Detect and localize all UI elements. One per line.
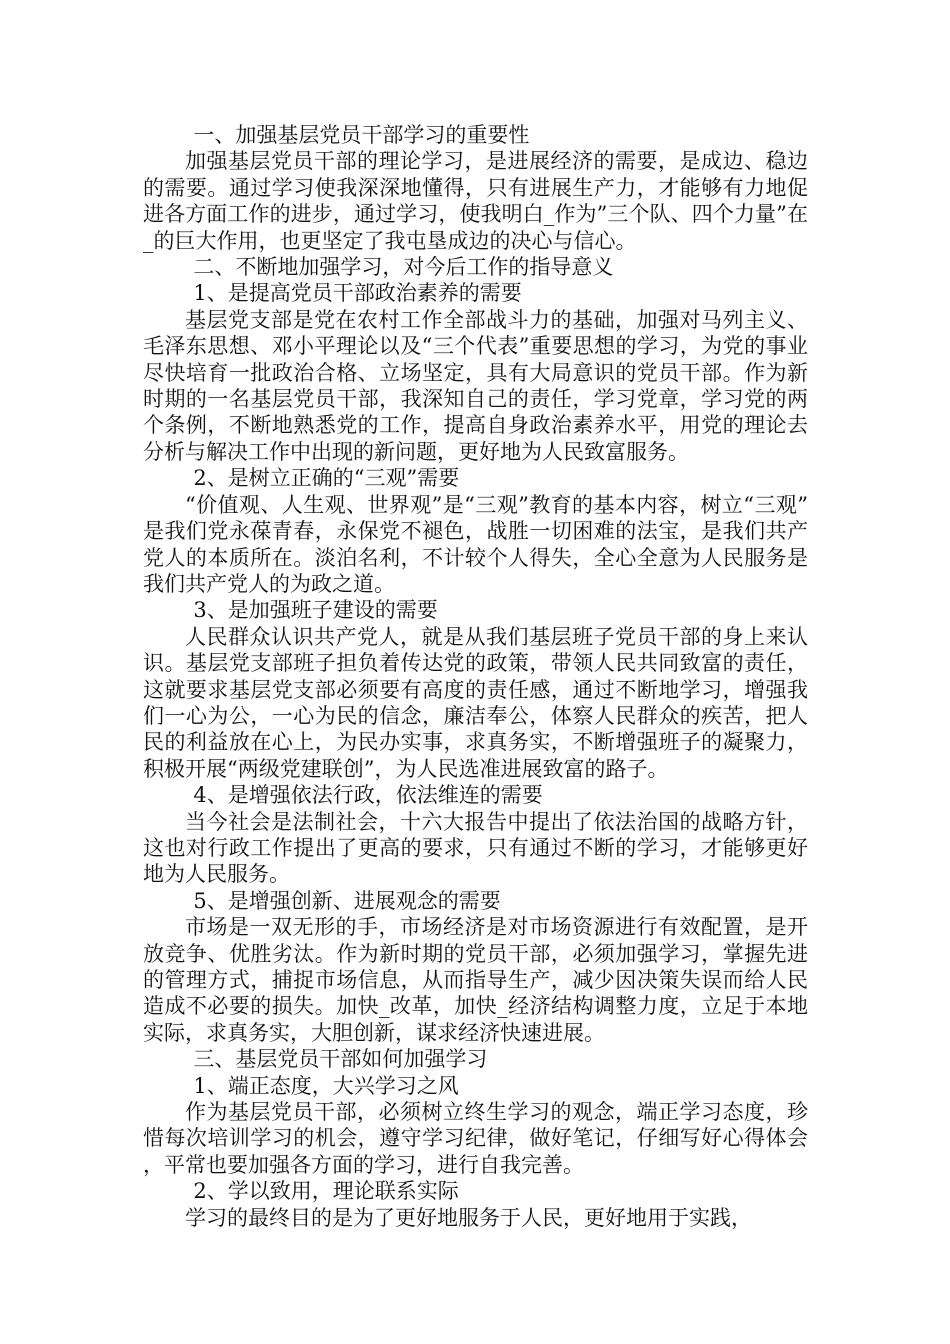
subheading-2-3: 3、是加强班子建设的需要: [193, 598, 438, 623]
paragraph: 基层党支部是党在农村工作全部战斗力的基础，加强对马列主义、毛泽东思想、邓小平理论以及“三个代表”重要思想的学习，为党的事业尽快培育一批政治合格、立场坚定，具有大局意识的党员干部。作为新时期的一名基层党员干部，我深知自己的责任，学习党章，学习党的两个条例，不断地熟悉党的工作，提高自身政治素养水平，用党的理论去分析与解决工作中出现的新问题，更好地为人民致富服务。: [143, 307, 808, 464]
paragraph: 人民群众认识共产党人，就是从我们基层班子党员干部的身上来认识。基层党支部班子担负着传达党的政策，带领人民共同致富的责任，这就要求基层党支部必须要有高度的责任感，通过不断地学习，增强我们一心为公，一心为民的信念，廉洁奉公，体察人民群众的疾苦，把人民的利益放在心上，为民办实事，求真务实，不断增强班子的凝聚力，积极开展“两级党建联创”，为人民选准进展致富的路子。: [143, 624, 808, 781]
subheading-2-1: 1、是提高党员干部政治素养的需要: [193, 281, 522, 306]
paragraph: 作为基层党员干部，必须树立终生学习的观念，端正学习态度，珍惜每次培训学习的机会，遵守学习纪律，做好笔记，仔细写好心得体会，平常也要加强各方面的学习，进行自我完善。: [143, 1100, 808, 1177]
section-heading-1: 一、加强基层党员干部学习的重要性: [193, 123, 530, 147]
paragraph: 学习的最终目的是为了更好地服务于人民，更好地用于实践，: [185, 1205, 752, 1230]
subheading-3-1: 1、端正态度，大兴学习之风: [193, 1073, 459, 1098]
document-body: [143, 122, 808, 1231]
subheading-3-2: 2、学以致用，理论联系实际: [193, 1179, 459, 1204]
section-heading-2: 二、不断地加强学习，对今后工作的指导意义: [193, 255, 614, 280]
subheading-2-2: 2、是树立正确的“三观”需要: [193, 466, 460, 491]
paragraph: 当今社会是法制社会，十六大报告中提出了依法治国的战略方针，这也对行政工作提出了更高的要求，只有通过不断的学习，才能够更好地为人民服务。: [143, 809, 808, 887]
paragraph: “价值观、人生观、世界观”是“三观”教育的基本内容，树立“三观”是我们党永葆青春，永保党不褪色，战胜一切困难的法宝，是我们共产党人的本质所在。淡泊名利，不计较个人得失，全心全意为人民服务是我们共产党人的为政之道。: [143, 492, 808, 596]
subheading-2-5: 5、是增强创新、进展观念的需要: [193, 888, 501, 913]
paragraph: 市场是一双无形的手，市场经济是对市场资源进行有效配置，是开放竞争、优胜劣汰。作为新时期的党员干部，必须加强学习，掌握先进的管理方式，捕捉市场信息，从而指导生产，减少因决策失误而给人民造成不必要的损失。加快_改革，加快_经济结构调整力度，立足于本地实际，求真务实，大胆创新，谋求经济快速进展。: [143, 915, 808, 1045]
paragraph: 加强基层党员干部的理论学习，是进展经济的需要，是成边、稳边的需要。通过学习使我深深地懂得，只有进展生产力，才能够有力地促进各方面工作的进步，通过学习，使我明白_作为”三个队、四个力量”在_的巨大作用，也更坚定了我屯垦成边的决心与信心。: [143, 149, 808, 253]
section-heading-3: 三、基层党员干部如何加强学习: [193, 1047, 488, 1072]
subheading-2-4: 4、是增强依法行政，依法维连的需要: [193, 783, 543, 808]
